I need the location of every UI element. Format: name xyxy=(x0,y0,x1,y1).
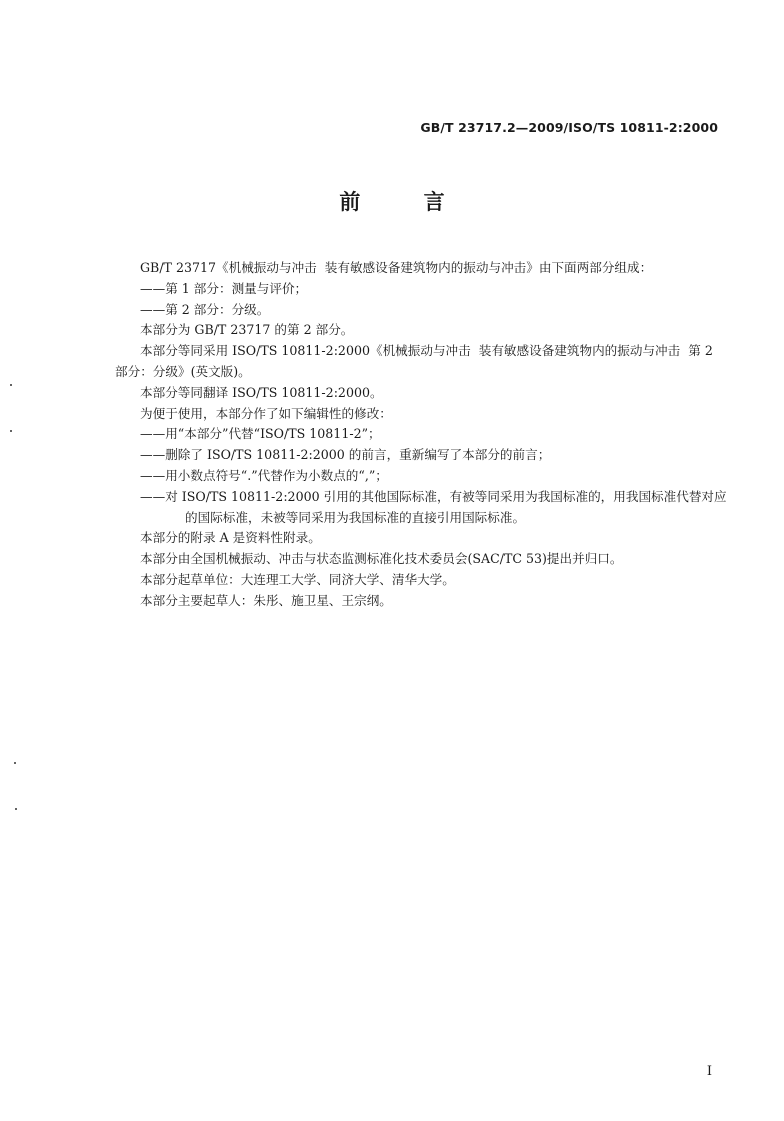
scan-speck xyxy=(15,808,17,810)
paragraph-editorial-changes: 为便于使用，本部分作了如下编辑性的修改： xyxy=(140,405,392,421)
standard-number-header: GB/T 23717.2—2009/ISO/TS 10811-2:2000 xyxy=(420,120,718,135)
page-number: I xyxy=(706,1064,712,1079)
scan-speck xyxy=(14,762,16,764)
list-item-references: ——对 ISO/TS 10811-2:2000 引用的其他国际标准，有被等同采用为我国标准的，用我国标准代替对应的国际标准，未被等同采用为我国标准的直接引用国际标准。 xyxy=(140,488,727,525)
paragraph-translation: 本部分等同翻译 ISO/TS 10811-2:2000。 xyxy=(140,384,383,400)
paragraph-proposed-by: 本部分由全国机械振动、冲击与状态监测标准化技术委员会(SAC/TC 53)提出并归口。 xyxy=(140,551,623,567)
paragraph-drafting-units: 本部分起草单位：大连理工大学、同济大学、清华大学。 xyxy=(140,571,455,587)
paragraph-composition: GB/T 23717《机械振动与冲击 装有敏感设备建筑物内的振动与冲击》由下面两部分组成： xyxy=(140,260,653,275)
paragraph-this-part: 本部分为 GB/T 23717 的第 2 部分。 xyxy=(140,322,354,338)
foreword-body xyxy=(115,258,727,612)
paragraph-identical-adoption: 本部分等同采用 ISO/TS 10811-2:2000《机械振动与冲击 装有敏感设备建筑物内的振动与冲击 第 2 部分：分级》(英文版)。 xyxy=(115,343,717,379)
paragraph-annex: 本部分的附录 A 是资料性附录。 xyxy=(140,530,321,546)
page-title: 前 言 xyxy=(339,190,473,214)
list-item-decimal-point: ——用小数点符号“.”代替作为小数点的“,”； xyxy=(140,467,388,483)
scan-speck xyxy=(10,430,12,432)
list-item-part-1: ——第 1 部分：测量与评价； xyxy=(140,280,308,296)
paragraph-drafters: 本部分主要起草人：朱彤、施卫星、王宗纲。 xyxy=(140,592,392,608)
list-item-delete-foreword: ——删除了 ISO/TS 10811-2:2000 的前言，重新编写了本部分的前言； xyxy=(140,447,551,463)
list-item-replace-name: ——用“本部分”代替“ISO/TS 10811-2”； xyxy=(140,426,381,442)
list-item-part-2: ——第 2 部分：分级。 xyxy=(140,301,270,317)
scan-speck xyxy=(10,384,12,386)
